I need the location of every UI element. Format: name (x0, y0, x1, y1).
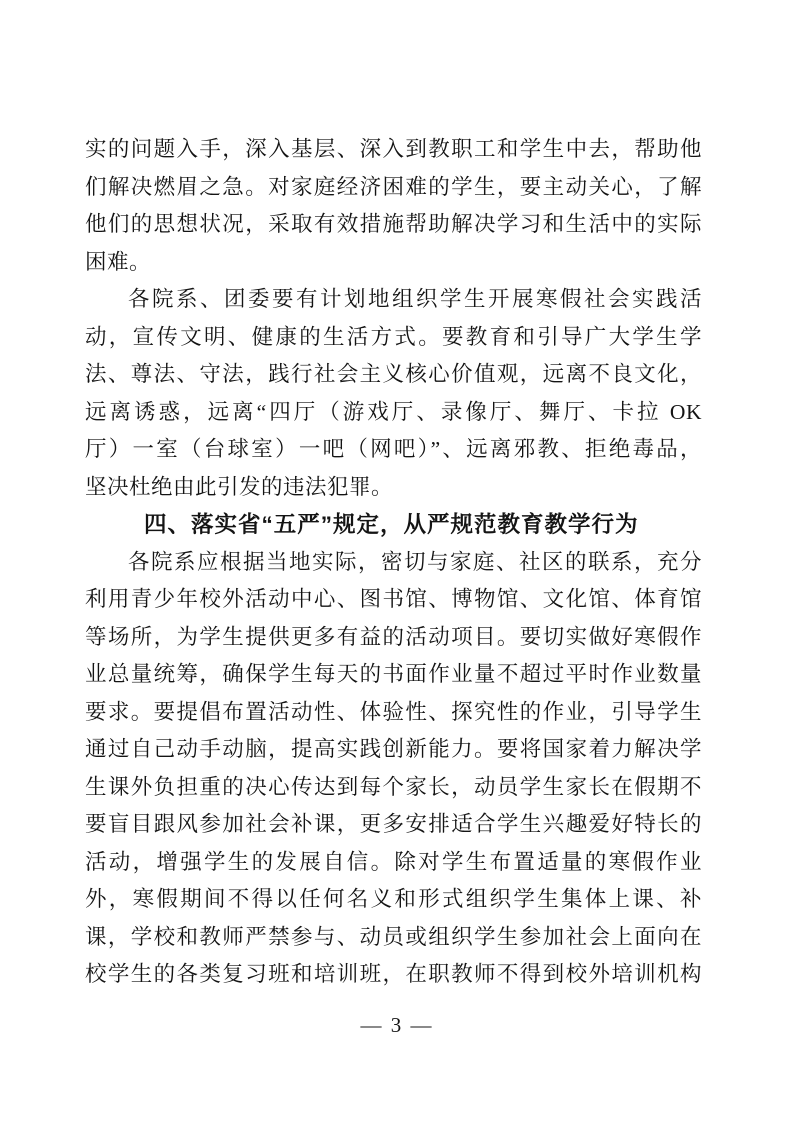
body-text-line: 各院系、团委要有计划地组织学生开展寒假社会实践活 (128, 287, 702, 311)
body-text-line: 业总量统筹，确保学生每天的书面作业量不超过平时作业数量 (85, 662, 702, 686)
body-text-line: 各院系应根据当地实际，密切与家庭、社区的联系，充分 (128, 549, 702, 574)
body-text-line: 利用青少年校外活动中心、图书馆、博物馆、文化馆、体育馆 (85, 587, 702, 611)
body-text-line: 通过自己动手动脑，提高实践创新能力。要将国家着力解决学 (85, 737, 702, 761)
body-text-line: 生课外负担重的决心传达到每个家长，动员学生家长在假期不 (85, 774, 702, 799)
body-text-line: 们解决燃眉之急。对家庭经济困难的学生，要主动关心，了解 (85, 174, 702, 199)
body-text-line: 实的问题入手，深入基层、深入到教职工和学生中去，帮助他 (85, 137, 702, 161)
body-text-line: 厅）一室（台球室）一吧（网吧）”、远离邪教、拒绝毒品， (85, 437, 702, 461)
page-number: — 3 — (360, 1013, 434, 1037)
body-text-line: 活动，增强学生的发展自信。除对学生布置适量的寒假作业 (85, 849, 702, 874)
document-body (85, 131, 702, 994)
body-text-line: 困难。 (85, 249, 152, 274)
body-text-line: 远离诱惑，远离“四厅（游戏厅、录像厅、舞厅、卡拉 OK (85, 399, 702, 424)
body-text-line: 法、尊法、守法，践行社会主义核心价值观，远离不良文化， (85, 362, 702, 386)
body-text-line: 校学生的各类复习班和培训班，在职教师不得到校外培训机构 (85, 962, 702, 986)
body-text-line: 等场所，为学生提供更多有益的活动项目。要切实做好寒假作 (85, 624, 702, 649)
body-text-line: 他们的思想状况，采取有效措施帮助解决学习和生活中的实际 (85, 212, 702, 236)
section-heading: 四、落实省“五严”规定，从严规范教育教学行为 (144, 512, 639, 537)
body-text-line: 课，学校和教师严禁参与、动员或组织学生参加社会上面向在 (85, 924, 702, 949)
body-text-line: 要求。要提倡布置活动性、体验性、探究性的作业，引导学生 (85, 699, 702, 724)
body-text-line: 动，宣传文明、健康的生活方式。要教育和引导广大学生学 (85, 324, 702, 349)
body-text-line: 外，寒假期间不得以任何名义和形式组织学生集体上课、补 (85, 887, 702, 911)
body-text-line: 要盲目跟风参加社会补课，更多安排适合学生兴趣爱好特长的 (85, 812, 702, 836)
body-text-line: 坚决杜绝由此引发的违法犯罪。 (85, 474, 394, 499)
